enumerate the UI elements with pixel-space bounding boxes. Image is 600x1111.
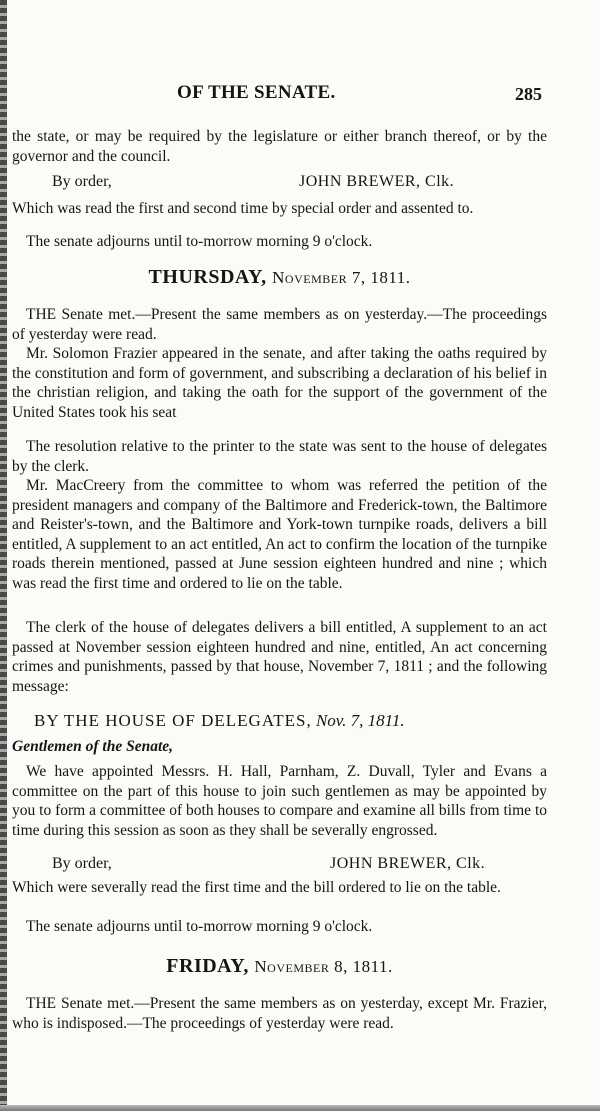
day-heading-friday [12,955,547,978]
paragraph-read-assented: Which was read the first and second time by special order and assented to. [12,200,474,217]
paragraph-senate-met-thursday: THE Senate met.—Present the same members as on yesterday.—The proceedings of yesterday were read. [12,306,547,343]
day-heading-thursday [12,266,547,289]
paragraph-clerk-delivers: The clerk of the house of delegates delivers a bill entitled, A supplement to an act passed at November session eighteen hundred and nine, entitled, An act concerning crimes and punishments, passed by that house, November 7, 1811 ; and the following message: [12,619,547,695]
day-heading-friday-date: November 8, 1811. [254,957,393,976]
day-heading-friday-day: FRIDAY, [166,955,249,977]
message-heading [34,711,549,731]
paragraph-severally-read: Which were severally read the first time and the bill ordered to lie on the table. [12,879,501,896]
page-number: 285 [515,84,542,104]
running-title: OF THE SENATE. [177,82,336,103]
signature-order: By order, [52,173,112,190]
paragraph-maccreery-bill: Mr. MacCreery from the committee to whom was referred the petition of the president managers and company of the Baltimore and Frederick-town, the Baltimore and Reister's-town, and the Baltimore and York-town turnpike roads, delivers a bill entitled, A supplement to an act entitled, An act to confirm the location of the turnpike roads therein mentioned, passed at June session eighteen hundred and nine ; which was read the first time and ordered to lie on the table. [12,477,547,592]
signature-clerk-2: JOHN BREWER, Clk. [330,855,486,872]
scan-binding-edge [0,0,7,1111]
signature-order-2: By order, [52,855,112,872]
message-heading-date: Nov. 7, 1811. [315,711,405,730]
signature-clerk: JOHN BREWER, Clk. [299,173,455,190]
paragraph-continuation: the state, or may be required by the legislature or either branch thereof, or by the governor and the council. [12,128,547,165]
paragraph-senate-met-friday: THE Senate met.—Present the same members as on yesterday, except Mr. Frazier, who is indisposed.—The proceedings of yesterday were read. [12,995,547,1032]
scan-bottom-edge [0,1105,600,1111]
message-salutation: Gentlemen of the Senate, [12,738,174,755]
day-heading-thursday-day: THURSDAY, [148,266,267,288]
paragraph-committee-appointed: We have appointed Messrs. H. Hall, Parnham, Z. Duvall, Tyler and Evans a committee on the part of this house to join such gentlemen as may be appointed by you to form a committee of both houses to compare and examine all bills from time to time during this session as soon as they shall be severally engrossed. [12,763,547,839]
paragraph-frazier-seat: Mr. Solomon Frazier appeared in the senate, and after taking the oaths required by the constitution and form of government, and subscribing a declaration of his belief in the christian religion, and taking the oath for the support of the government of the United States took his seat [12,345,547,421]
message-heading-house: BY THE HOUSE OF DELEGATES, [34,711,312,730]
day-heading-thursday-date: November 7, 1811. [272,268,411,287]
paragraph-printer-resolution: The resolution relative to the printer to the state was sent to the house of delegates by the clerk. [12,438,547,475]
paragraph-adjourn-2: The senate adjourns until to-morrow morning 9 o'clock. [26,918,373,935]
paragraph-adjourn-1: The senate adjourns until to-morrow morning 9 o'clock. [26,233,373,250]
